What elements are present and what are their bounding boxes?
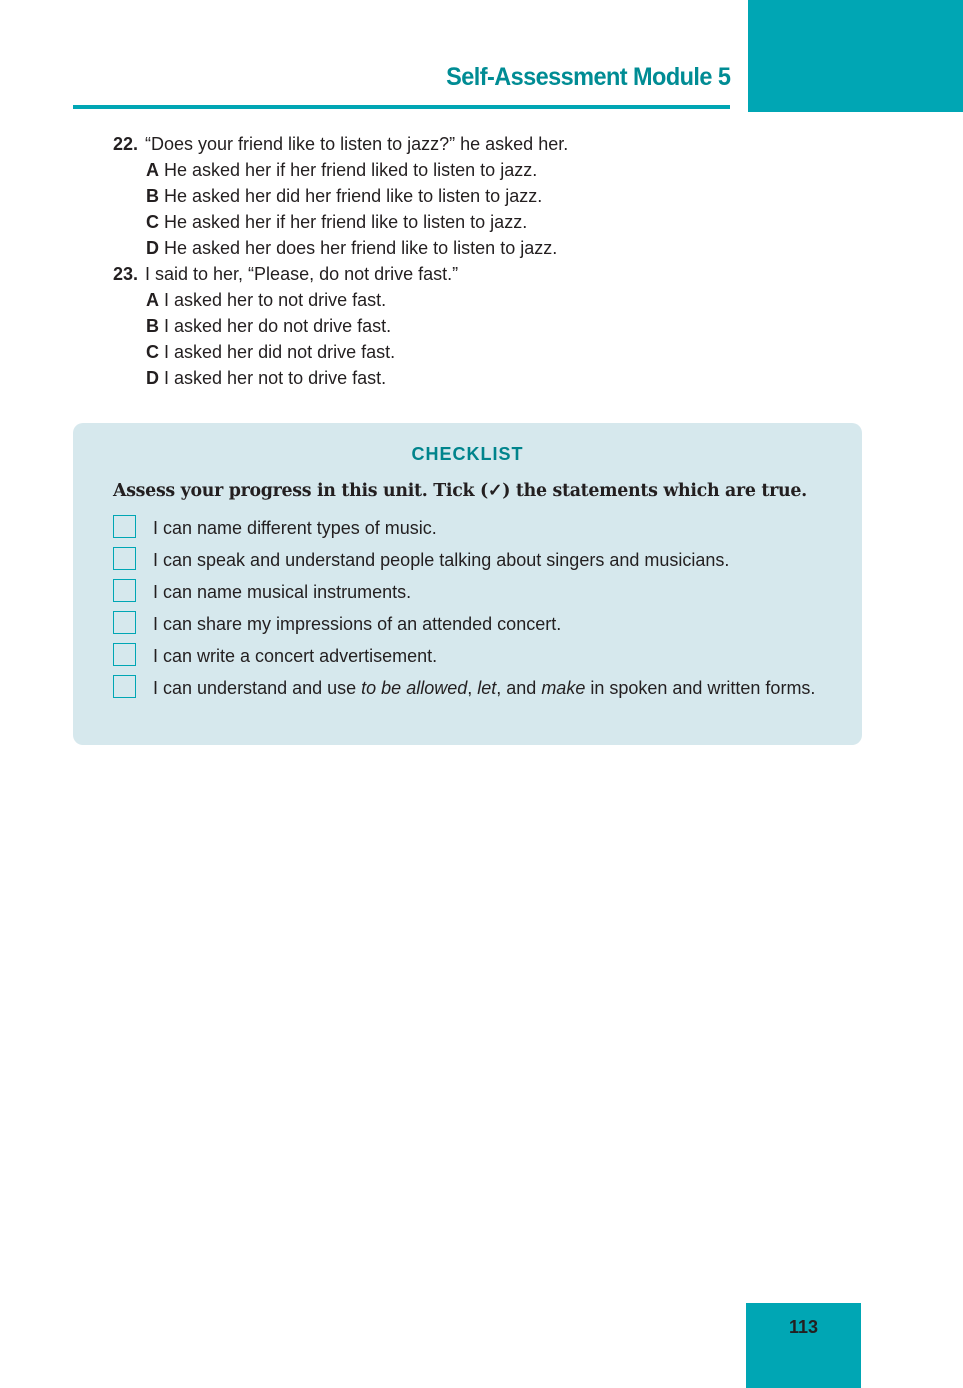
text-segment: I can understand and use bbox=[153, 678, 362, 698]
answer-option-c bbox=[113, 339, 813, 365]
question-22 bbox=[113, 131, 813, 261]
option-letter: B bbox=[146, 186, 159, 206]
option-letter: D bbox=[146, 368, 159, 388]
answer-option-a bbox=[113, 157, 813, 183]
page-number: 113 bbox=[788, 1317, 819, 1337]
checklist-item-text: I can share my impressions of an attended concert. bbox=[153, 614, 562, 634]
option-text: I asked her did not drive fast. bbox=[164, 342, 396, 362]
option-letter: D bbox=[146, 238, 159, 258]
italic-term: let bbox=[477, 678, 497, 698]
question-23 bbox=[113, 261, 813, 391]
tick-checkbox[interactable] bbox=[113, 675, 136, 698]
question-number: 22. bbox=[113, 134, 139, 154]
option-letter: A bbox=[146, 160, 159, 180]
answer-option-b bbox=[113, 313, 813, 339]
tick-checkbox[interactable] bbox=[113, 579, 136, 602]
option-text: He asked her if her friend like to listen to jazz. bbox=[164, 212, 528, 232]
option-letter: A bbox=[146, 290, 159, 310]
answer-option-c bbox=[113, 209, 813, 235]
question-number: 23. bbox=[113, 264, 139, 284]
answer-option-a bbox=[113, 287, 813, 313]
tick-checkbox[interactable] bbox=[113, 643, 136, 666]
option-text: He asked her does her friend like to listen to jazz. bbox=[164, 238, 558, 258]
answer-option-d bbox=[113, 365, 813, 391]
corner-color-block bbox=[748, 0, 963, 112]
checklist-item-text bbox=[153, 678, 815, 698]
option-letter: B bbox=[146, 316, 159, 336]
checklist-item-text: I can name musical instruments. bbox=[153, 582, 412, 602]
checklist-item bbox=[113, 675, 853, 701]
checklist-item bbox=[113, 579, 853, 605]
option-letter: C bbox=[146, 212, 159, 232]
checklist-item-text: I can name different types of music. bbox=[153, 518, 437, 538]
question-text: I said to her, “Please, do not drive fast.” bbox=[145, 264, 459, 284]
checklist-title: CHECKLIST bbox=[411, 444, 524, 464]
checklist-instruction: Assess your progress in this unit. Tick (✓) the statements which are true. bbox=[113, 481, 807, 501]
checklist-items bbox=[113, 515, 853, 707]
page-title: Self-Assessment Module 5 bbox=[445, 63, 730, 91]
question-list bbox=[113, 131, 813, 391]
option-text: I asked her not to drive fast. bbox=[164, 368, 387, 388]
text-segment: , and bbox=[496, 678, 542, 698]
option-text: I asked her do not drive fast. bbox=[164, 316, 392, 336]
question-text: “Does your friend like to listen to jazz?” he asked her. bbox=[145, 134, 569, 154]
tick-checkbox[interactable] bbox=[113, 611, 136, 634]
italic-term: to be allowed bbox=[361, 678, 468, 698]
option-text: I asked her to not drive fast. bbox=[164, 290, 387, 310]
option-letter: C bbox=[146, 342, 159, 362]
answer-option-d bbox=[113, 235, 813, 261]
option-text: He asked her did her friend like to listen to jazz. bbox=[164, 186, 543, 206]
tick-checkbox[interactable] bbox=[113, 547, 136, 570]
text-segment: , bbox=[467, 678, 478, 698]
option-text: He asked her if her friend liked to listen to jazz. bbox=[164, 160, 538, 180]
italic-term: make bbox=[541, 678, 586, 698]
checklist-item-text: I can speak and understand people talking about singers and musicians. bbox=[153, 550, 730, 570]
answer-option-b bbox=[113, 183, 813, 209]
checklist-item bbox=[113, 643, 853, 669]
checklist-item bbox=[113, 547, 853, 573]
checklist-item-text: I can write a concert advertisement. bbox=[153, 646, 438, 666]
checklist-item bbox=[113, 515, 853, 541]
tick-checkbox[interactable] bbox=[113, 515, 136, 538]
title-divider bbox=[73, 105, 730, 109]
checklist-item bbox=[113, 611, 853, 637]
page-number-block bbox=[746, 1303, 861, 1388]
text-segment: in spoken and written forms. bbox=[585, 678, 816, 698]
checklist-panel bbox=[73, 423, 862, 745]
